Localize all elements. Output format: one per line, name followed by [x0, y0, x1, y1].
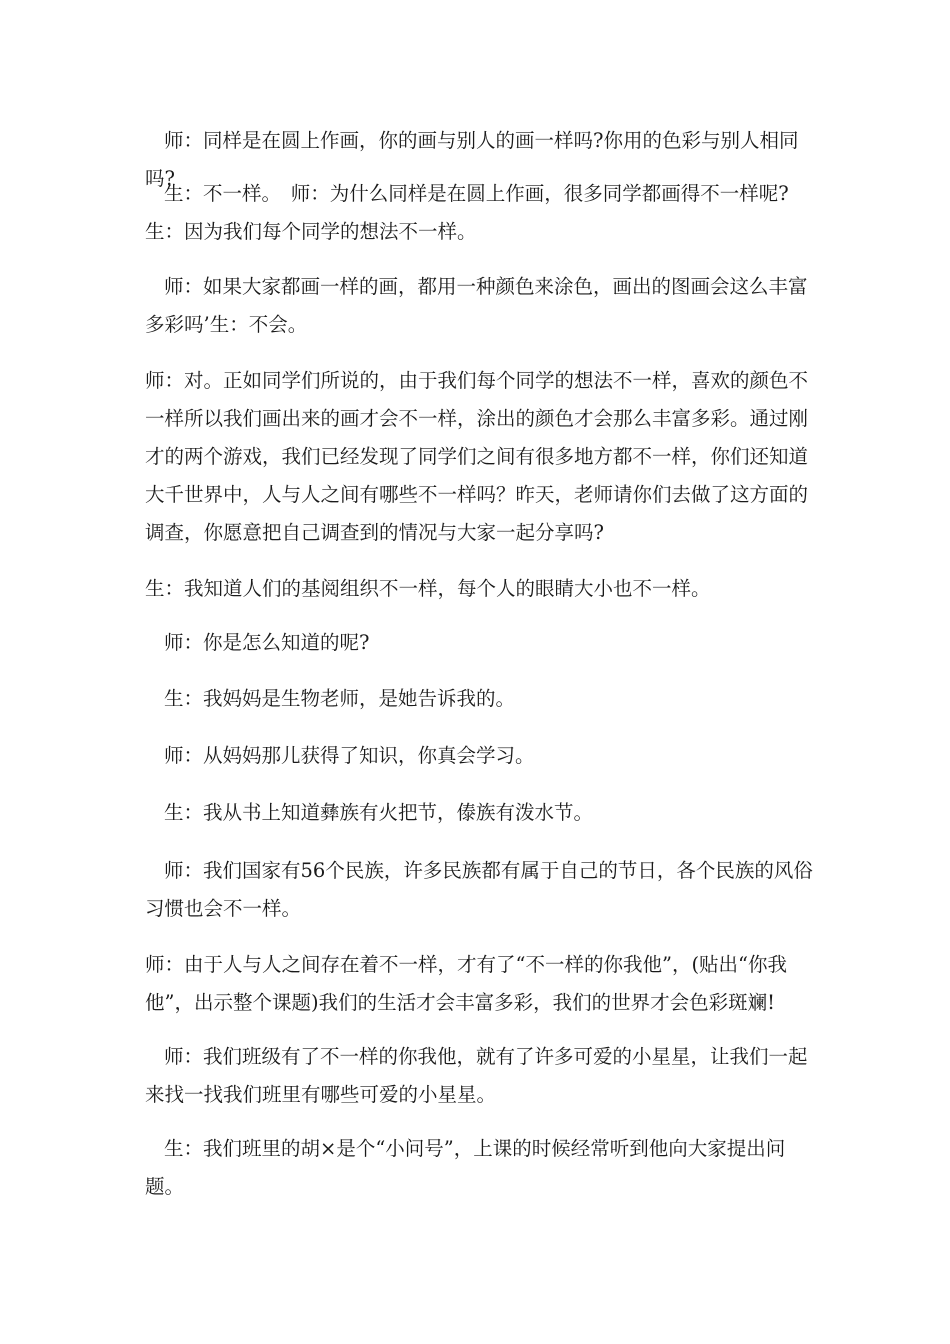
dialogue-paragraph: 生：我们班里的胡×是个“小问号”，上课的时候经常听到他向大家提出问题。 — [145, 1137, 786, 1198]
dialogue-paragraph: 生：不一样。 师：为什么同样是在圆上作画，很多同学都画得不一样呢?生：因为我们每个同学的想法不一样。 — [145, 182, 789, 243]
dialogue-paragraph: 师：你是怎么知道的呢? — [164, 631, 370, 654]
dialogue-paragraph: 师：对。正如同学们所说的，由于我们每个同学的想法不一样，喜欢的颜色不一样所以我们画出来的画才会不一样，涂出的颜色才会那么丰富多彩。通过刚才的两个游戏，我们已经发现了同学们之间有很多地方都不一样，你们还知道大千世界中，人与人之间有哪些不一样吗？昨天，老师请你们去做了这方面的调查，你愿意把自己调查到的情况与大家一起分享吗? — [145, 369, 809, 544]
dialogue-paragraph: 师：我们国家有56个民族，许多民族都有属于自己的节日，各个民族的风俗习惯也会不一样。 — [145, 859, 813, 920]
dialogue-paragraph: 师：如果大家都画一样的画，都用一种颜色来涂色，画出的图画会这么丰富多彩吗’生：不会。 — [145, 275, 808, 336]
dialogue-paragraph: 生：我从书上知道彝族有火把节，傣族有泼水节。 — [164, 801, 594, 824]
dialogue-paragraph: 师：由于人与人之间存在着不一样，才有了“不一样的你我他”，(贴出“你我他”，出示整个课题)我们的生活才会丰富多彩，我们的世界才会色彩斑斓! — [145, 953, 788, 1014]
dialogue-paragraph: 生：我知道人们的基阅组织不一样，每个人的眼睛大小也不一样。 — [145, 577, 711, 600]
dialogue-paragraph: 师：同样是在圆上作画，你的画与别人的画一样吗?你用的色彩与别人相同吗? — [145, 129, 799, 190]
dialogue-paragraph: 生：我妈妈是生物老师，是她告诉我的。 — [164, 687, 516, 710]
dialogue-paragraph: 师：我们班级有了不一样的你我他，就有了许多可爱的小星星，让我们一起来找一找我们班里有哪些可爱的小星星。 — [145, 1045, 808, 1106]
dialogue-paragraph: 师：从妈妈那儿获得了知识，你真会学习。 — [164, 744, 535, 767]
